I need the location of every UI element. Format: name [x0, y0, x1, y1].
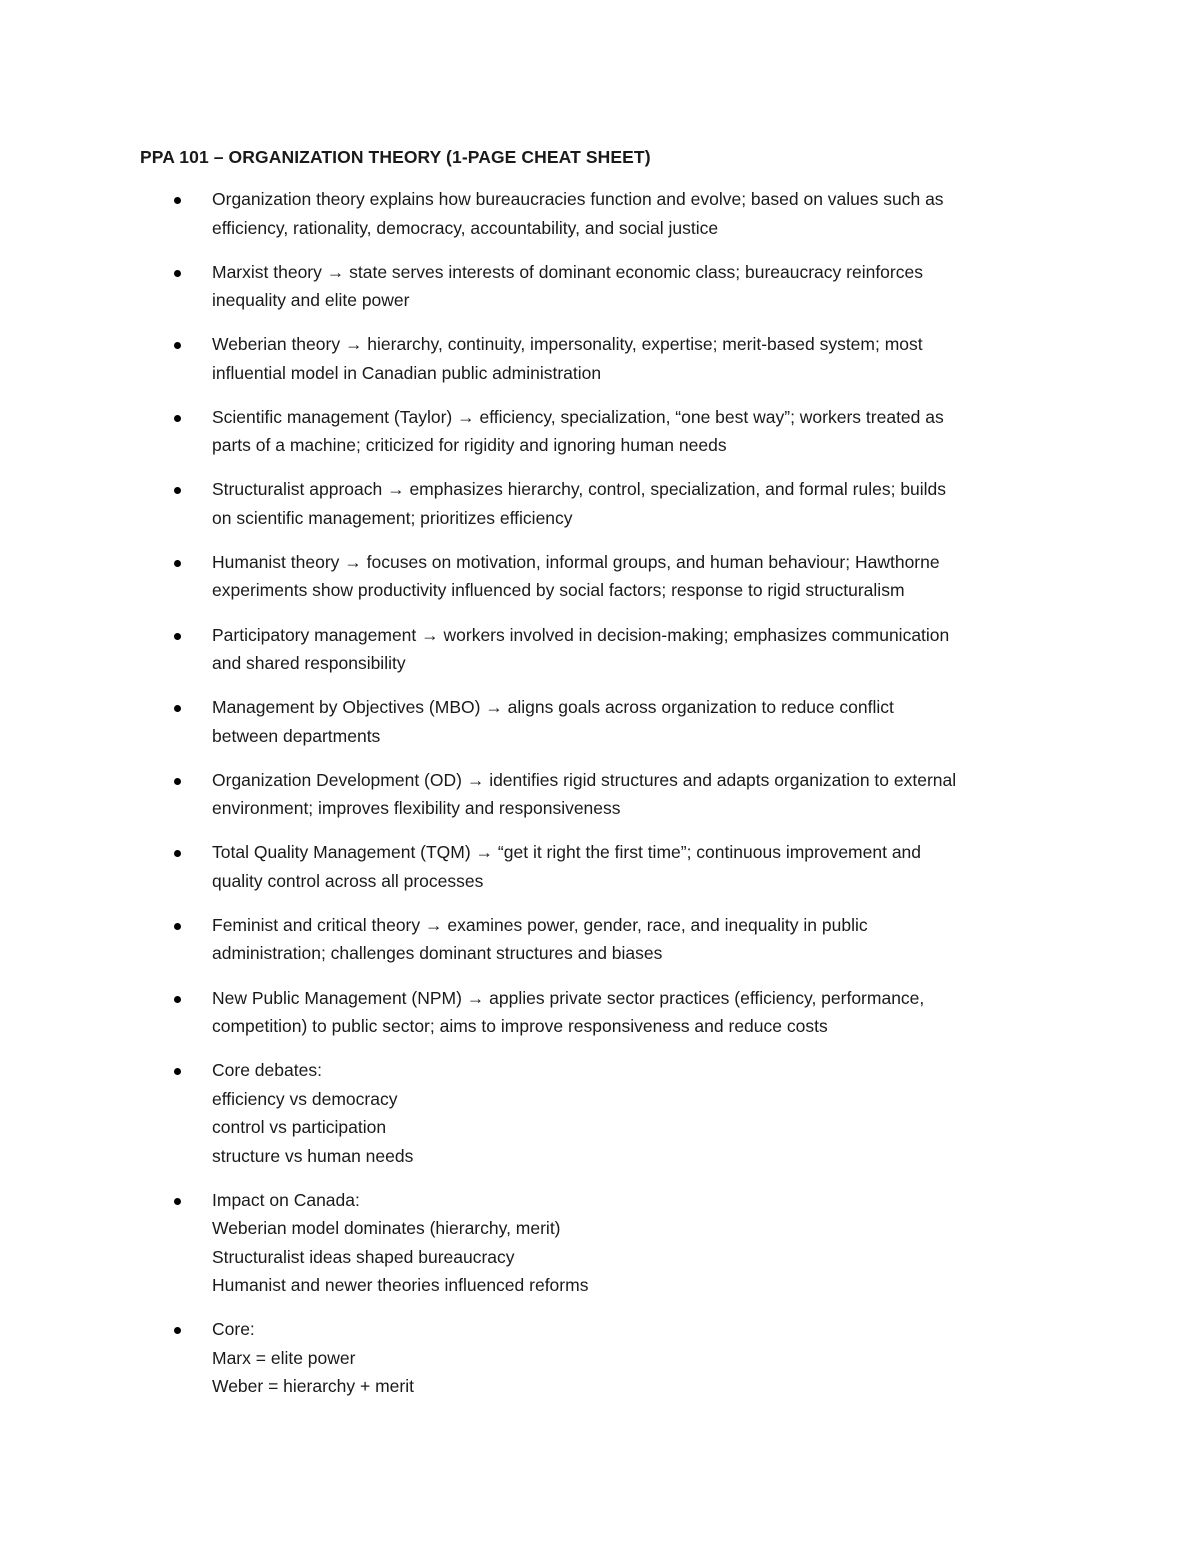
bullet-text-line: Management by Objectives (MBO) → aligns goals across organization to reduce conflict [212, 697, 894, 718]
bullet-item [140, 403, 1080, 460]
bullet-item [140, 258, 1080, 315]
bullet-text-line: Impact on Canada: [212, 1189, 360, 1210]
bullet-item [140, 766, 1080, 823]
bullet-text-line: parts of a machine; criticized for rigidity and ignoring human needs [212, 435, 727, 456]
bullet-dot-icon [174, 342, 181, 349]
bullet-dot-icon [174, 1068, 181, 1075]
bullet-text-line: Organization theory explains how bureaucracies function and evolve; based on values such as [212, 189, 944, 209]
bullet-text-line: quality control across all processes [212, 870, 484, 891]
bullet-text-line: inequality and elite power [212, 290, 410, 311]
bullet-item [140, 548, 1080, 605]
bullet-text-line: between departments [212, 725, 381, 746]
bullet-dot-icon [174, 923, 181, 930]
bullet-dot-icon [174, 1327, 181, 1334]
bullet-dot-icon [174, 705, 181, 712]
bullet-item [140, 1315, 1080, 1401]
bullet-text-line: Marxist theory → state serves interests of dominant economic class; bureaucracy reinforces [212, 261, 923, 282]
bullet-text-line: Participatory management → workers involved in decision-making; emphasizes communication [212, 624, 950, 645]
bullet-dot-icon [174, 560, 181, 567]
bullet-text-line: Weber = hierarchy + merit [212, 1376, 414, 1397]
bullet-text-line: and shared responsibility [212, 653, 406, 674]
bullet-item [140, 185, 1080, 242]
bullet-text-line: experiments show productivity influenced by social factors; response to rigid structuralism [212, 580, 905, 601]
bullet-text-line: on scientific management; prioritizes efficiency [212, 507, 573, 528]
bullet-item [140, 911, 1080, 968]
bullet-dot-icon [174, 996, 181, 1003]
bullet-dot-icon [174, 197, 181, 204]
bullet-dot-icon [174, 270, 181, 277]
bullet-dot-icon [174, 778, 181, 785]
page-title: PPA 101 – ORGANIZATION THEORY (1-PAGE CHEAT SHEET) [140, 147, 651, 167]
bullet-text-line: Humanist theory → focuses on motivation, informal groups, and human behaviour; Hawthorne [212, 551, 940, 572]
bullet-text-line: Marx = elite power [212, 1347, 356, 1368]
bullet-item [140, 621, 1080, 678]
bullet-item [140, 838, 1080, 895]
bullet-text-line: Total Quality Management (TQM) → “get it right the first time”; continuous improvement and [212, 842, 922, 863]
bullet-item [140, 1186, 1080, 1300]
bullet-text-line: Structuralist approach → emphasizes hierarchy, control, specialization, and formal rules; builds [212, 479, 947, 500]
bullet-text-line: control vs participation [212, 1117, 387, 1138]
bullet-text-line: Structuralist ideas shaped bureaucracy [212, 1246, 515, 1267]
bullet-text-line: Organization Development (OD) → identifies rigid structures and adapts organization to external [212, 769, 957, 790]
bullet-item [140, 984, 1080, 1041]
bullet-dot-icon [174, 850, 181, 857]
bullet-text-line: administration; challenges dominant structures and biases [212, 943, 663, 964]
bullet-item [140, 475, 1080, 532]
bullet-text-line: structure vs human needs [212, 1145, 414, 1166]
bullet-dot-icon [174, 633, 181, 640]
bullet-list [140, 185, 1080, 1401]
bullet-item [140, 1056, 1080, 1170]
bullet-dot-icon [174, 415, 181, 422]
bullet-text-line: environment; improves flexibility and responsiveness [212, 798, 621, 819]
bullet-text-line: Weberian model dominates (hierarchy, merit) [212, 1218, 561, 1239]
bullet-text-line: Scientific management (Taylor) → efficiency, specialization, “one best way”; workers treated as [212, 406, 944, 427]
bullet-item [140, 330, 1080, 387]
bullet-text-line: New Public Management (NPM) → applies private sector practices (efficiency, performance, [212, 987, 925, 1008]
bullet-text-line: influential model in Canadian public administration [212, 362, 602, 383]
bullet-text-line: Weberian theory → hierarchy, continuity, impersonality, expertise; merit-based system; most [212, 334, 923, 355]
bullet-text-line: Core: [212, 1319, 255, 1340]
bullet-text-line: Feminist and critical theory → examines power, gender, race, and inequality in public [212, 914, 868, 935]
bullet-text-line: Core debates: [212, 1060, 322, 1081]
bullet-dot-icon [174, 487, 181, 494]
bullet-text-line: competition) to public sector; aims to improve responsiveness and reduce costs [212, 1016, 828, 1037]
bullet-text-line: efficiency, rationality, democracy, accountability, and social justice [212, 217, 719, 238]
bullet-dot-icon [174, 1198, 181, 1205]
bullet-item [140, 693, 1080, 750]
bullet-text-line: efficiency vs democracy [212, 1088, 398, 1109]
bullet-text-line: Humanist and newer theories influenced reforms [212, 1275, 589, 1296]
